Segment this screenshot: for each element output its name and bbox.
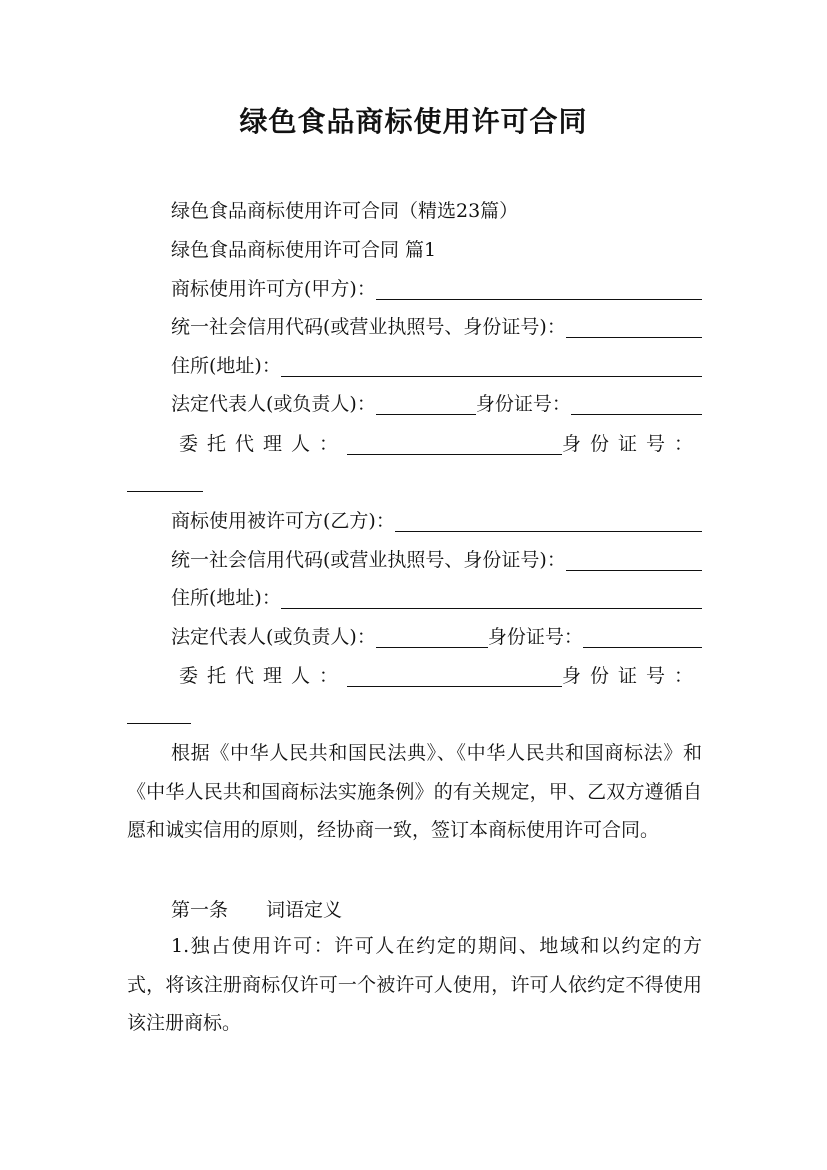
party-b-agent-blank[interactable] (347, 664, 562, 687)
party-a-code-blank[interactable] (566, 315, 702, 338)
party-a-agent-id-blank[interactable] (127, 469, 203, 492)
article-1-heading: 第一条 词语定义 (171, 899, 343, 921)
party-b-name-label: 商标使用被许可方(乙方)： (171, 510, 395, 532)
preamble-paragraph: 根据《中华人民共和国民法典》、《中华人民共和国商标法》和《中华人民共和国商标法实施条例》的有关规定，甲、乙双方遵循自愿和诚实信用的原则，经协商一致，签订本商标使用许可合同。 (127, 742, 702, 841)
party-a-address-row (127, 352, 702, 380)
party-a-name-label: 商标使用许可方(甲方)： (171, 278, 376, 300)
party-b-name-blank[interactable] (395, 509, 702, 532)
party-b-name-row (127, 507, 702, 535)
party-b-rep-blank[interactable] (376, 625, 488, 648)
party-a-address-blank[interactable] (281, 354, 702, 377)
party-a-rep-row (127, 390, 702, 418)
party-b-rep-label: 法定代表人(或负责人)： (171, 626, 376, 648)
document-title: 绿色食品商标使用许可合同 (239, 105, 588, 138)
party-a-rep-label: 法定代表人(或负责人)： (171, 393, 376, 415)
party-b-address-label: 住所(地址)： (171, 587, 281, 609)
party-b-agent-row (127, 662, 702, 690)
party-a-agent-label: 委托代理人： (179, 433, 348, 455)
party-b-address-row (127, 584, 702, 612)
party-b-agent-id-row (127, 701, 702, 727)
party-a-code-label: 统一社会信用代码(或营业执照号、身份证号)： (171, 316, 566, 338)
party-a-name-blank[interactable] (376, 277, 702, 300)
party-a-rep-blank[interactable] (376, 392, 476, 415)
party-b-code-label: 统一社会信用代码(或营业执照号、身份证号)： (171, 549, 566, 571)
party-b-id-label: 身份证号： (487, 626, 583, 648)
party-a-id-blank[interactable] (571, 392, 702, 415)
party-b-rep-row (127, 623, 702, 651)
party-a-agent-id-label: 身份证号： (561, 433, 702, 455)
party-b-id-blank[interactable] (583, 625, 702, 648)
party-b-code-blank[interactable] (566, 548, 702, 571)
party-a-code-row (127, 313, 702, 341)
clause-1-paragraph: 1.独占使用许可：许可人在约定的期间、地域和以约定的方式，将该注册商标仅许可一个被许可人使用，许可人依约定不得使用该注册商标。 (127, 935, 702, 1034)
section-heading: 绿色食品商标使用许可合同 篇1 (171, 239, 437, 261)
party-a-agent-row (127, 430, 702, 458)
party-b-agent-id-blank[interactable] (127, 701, 191, 724)
party-a-agent-blank[interactable] (347, 432, 562, 455)
party-a-address-label: 住所(地址)： (171, 355, 281, 377)
party-a-id-label: 身份证号： (475, 393, 571, 415)
party-a-agent-id-row (127, 469, 702, 495)
party-b-agent-id-label: 身份证号： (561, 665, 702, 687)
party-b-address-blank[interactable] (281, 586, 702, 609)
party-a-name-row (127, 275, 702, 303)
document-subtitle: 绿色食品商标使用许可合同（精选23篇） (171, 200, 519, 222)
party-b-code-row (127, 546, 702, 574)
party-b-agent-label: 委托代理人： (179, 665, 348, 687)
